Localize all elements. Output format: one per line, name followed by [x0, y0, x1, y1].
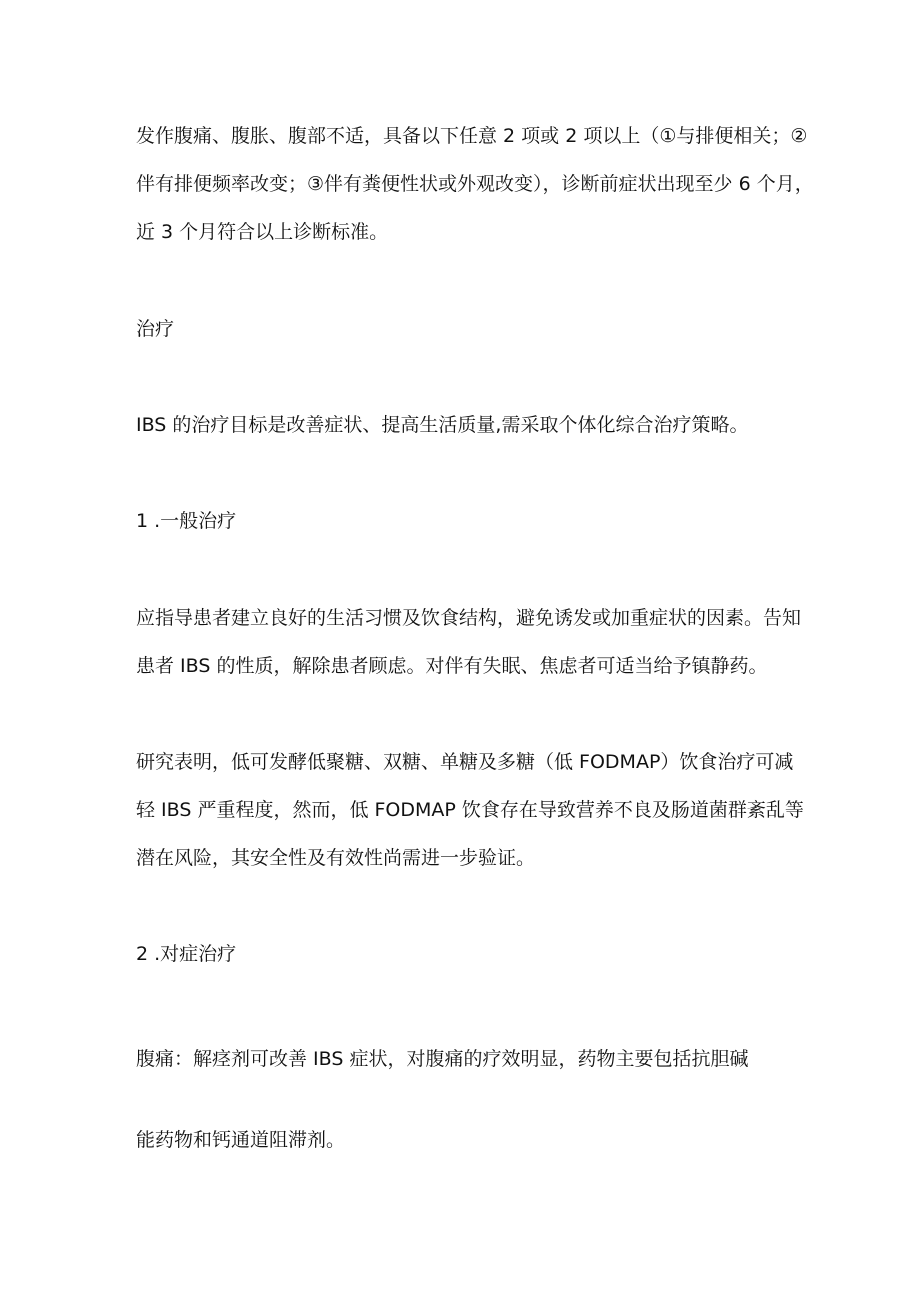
fodmap-line-3: 潜在风险，其安全性及有效性尚需进一步验证。	[136, 847, 536, 869]
diagnosis-line-1: 发作腹痛、腹胀、腹部不适，具备以下任意 2 项或 2 项以上（①与排便相关；②	[136, 125, 808, 147]
pain-line-2: 能药物和钙通道阻滞剂。	[136, 1129, 346, 1151]
general-line-1: 应指导患者建立良好的生活习惯及饮食结构，避免诱发或加重症状的因素。告知	[136, 607, 802, 629]
pain-line-1: 腹痛：解痉剂可改善 IBS 症状，对腹痛的疗效明显，药物主要包括抗胆碱	[136, 1048, 749, 1070]
diagnosis-line-3: 近 3 个月符合以上诊断标准。	[136, 221, 389, 243]
general-line-2: 患者 IBS 的性质，解除患者顾虑。对伴有失眠、焦虑者可适当给予镇静药。	[136, 655, 768, 677]
heading-symptomatic-treatment: 2 .对症治疗	[136, 943, 237, 965]
fodmap-line-1: 研究表明，低可发酵低聚糖、双糖、单糖及多糖（低 FODMAP）饮食治疗可减	[136, 751, 794, 773]
treatment-goal-paragraph: IBS 的治疗目标是改善症状、提高生活质量,需采取个体化综合治疗策略。	[136, 414, 749, 436]
diagnosis-line-2: 伴有排便频率改变；③伴有粪便性状或外观改变），诊断前症状出现至少 6 个月，	[136, 173, 814, 195]
heading-treatment: 治疗	[136, 318, 175, 340]
heading-general-treatment: 1 .一般治疗	[136, 510, 237, 532]
fodmap-line-2: 轻 IBS 严重程度，然而，低 FODMAP 饮食存在导致营养不良及肠道菌群紊乱等	[136, 799, 804, 821]
